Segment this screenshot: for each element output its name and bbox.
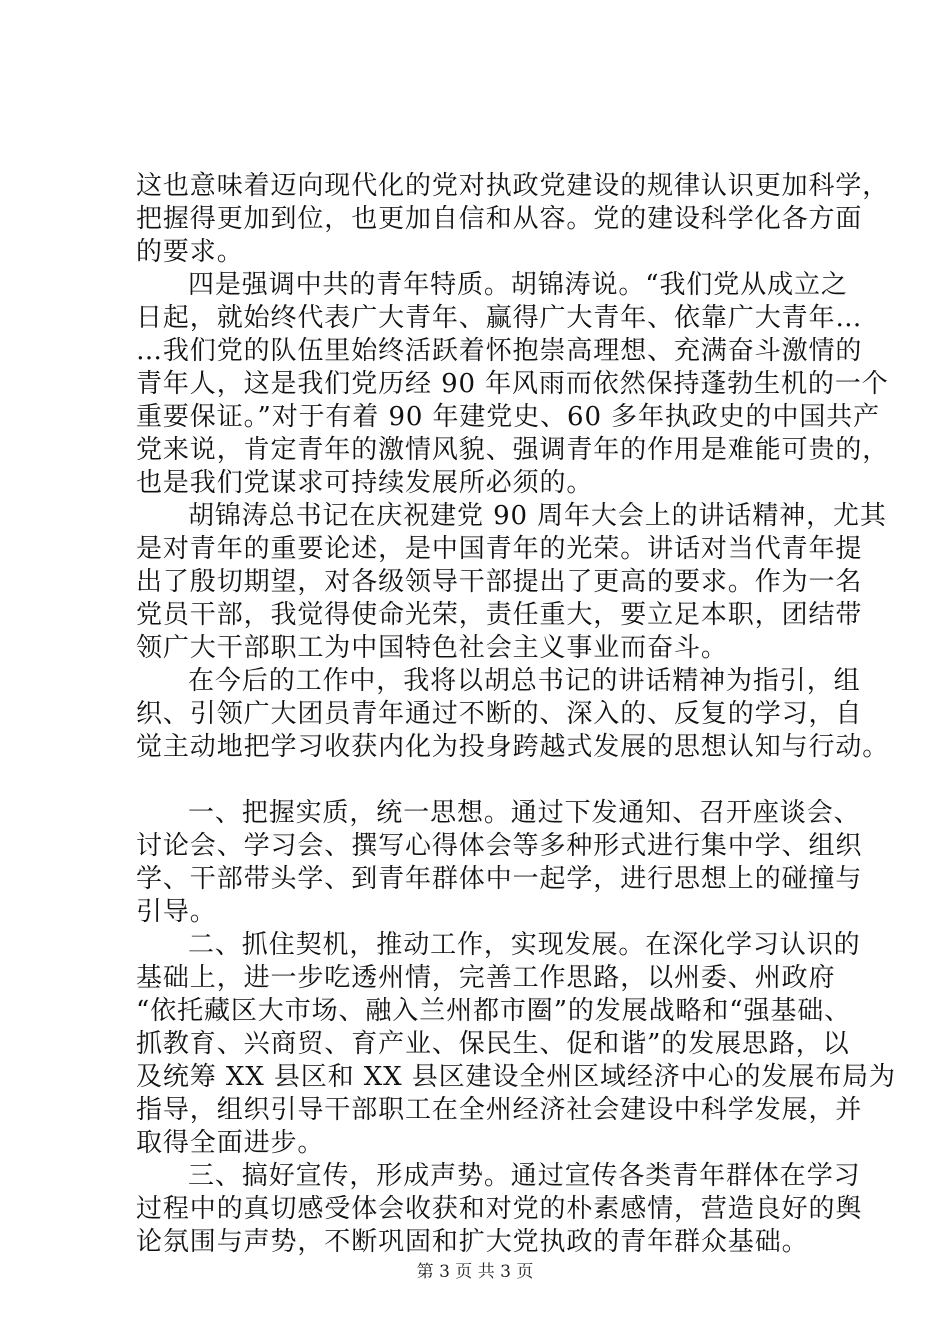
text-line: 胡锦涛总书记在庆祝建党 90 周年大会上的讲话精神，尤其 bbox=[188, 501, 887, 531]
text-line: 把握得更加到位，也更加自信和从容。党的建设科学化各方面 bbox=[136, 204, 863, 234]
text-line: 出了殷切期望，对各级领导干部提出了更高的要求。作为一名 bbox=[136, 567, 863, 597]
text-line: 在今后的工作中，我将以胡总书记的讲话精神为指引，组 bbox=[188, 666, 861, 696]
text-line: 的要求。 bbox=[136, 237, 244, 267]
text-line: 是对青年的重要论述，是中国青年的光荣。讲话对当代青年提 bbox=[136, 534, 863, 564]
paragraph bbox=[136, 929, 896, 1160]
text-line: 抓教育、兴商贸、育产业、保民生、促和谐”的发展思路，以 bbox=[136, 1029, 850, 1059]
page-indicator: 第 3 页 共 3 页 bbox=[416, 1262, 534, 1282]
text-line: 学、干部带头学、到青年群体中一起学，进行思想上的碰撞与 bbox=[136, 864, 863, 894]
text-line: 也是我们党谋求可持续发展所必须的。 bbox=[136, 468, 594, 498]
text-line: 二、抓住契机，推动工作，实现发展。在深化学习认识的 bbox=[188, 930, 861, 960]
text-line: 党来说，肯定青年的激情风貌、强调青年的作用是难能可贵的， bbox=[136, 435, 890, 465]
paragraph bbox=[136, 269, 890, 500]
paragraph bbox=[136, 1160, 863, 1259]
paragraph bbox=[136, 500, 887, 665]
text-line: 织、引领广大团员青年通过不断的、深入的、反复的学习，自 bbox=[136, 699, 863, 729]
text-line: “依托藏区大市场、融入兰州都市圈”的发展战略和“强基础、 bbox=[136, 996, 852, 1026]
page-footer bbox=[0, 1257, 950, 1282]
paragraph-spacer bbox=[136, 764, 836, 797]
text-line: 讨论会、学习会、撰写心得体会等多种形式进行集中学、组织 bbox=[136, 831, 863, 861]
paragraph bbox=[136, 665, 890, 764]
text-line: …我们党的队伍里始终活跃着怀抱崇高理想、充满奋斗激情的 bbox=[136, 336, 863, 366]
text-line: 重要保证。”对于有着 90 年建党史、60 多年执政史的中国共产 bbox=[136, 402, 881, 432]
text-line: 青年人，这是我们党历经 90 年风雨而依然保持蓬勃生机的一个 bbox=[136, 369, 889, 399]
text-line: 四是强调中共的青年特质。胡锦涛说。“我们党从成立之 bbox=[188, 270, 848, 300]
text-line: 论氛围与声势，不断巩固和扩大党执政的青年群众基础。 bbox=[136, 1227, 809, 1257]
text-line: 三、搞好宣传，形成声势。通过宣传各类青年群体在学习 bbox=[188, 1161, 861, 1191]
paragraph bbox=[136, 170, 890, 269]
text-line: 日起，就始终代表广大青年、赢得广大青年、依靠广大青年… bbox=[136, 303, 863, 333]
text-line: 领广大干部职工为中国特色社会主义事业而奋斗。 bbox=[136, 633, 728, 663]
text-line: 取得全面进步。 bbox=[136, 1128, 325, 1158]
text-line: 指导，组织引导干部职工在全州经济社会建设中科学发展，并 bbox=[136, 1095, 863, 1125]
document-body bbox=[136, 170, 896, 1259]
text-line: 引导。 bbox=[136, 897, 217, 927]
text-line: 党员干部，我觉得使命光荣，责任重大，要立足本职，团结带 bbox=[136, 600, 863, 630]
paragraph bbox=[136, 797, 863, 929]
text-line: 觉主动地把学习收获内化为投身跨越式发展的思想认知与行动。 bbox=[136, 732, 890, 762]
text-line: 过程中的真切感受体会收获和对党的朴素感情，营造良好的舆 bbox=[136, 1194, 863, 1224]
text-line: 一、把握实质，统一思想。通过下发通知、召开座谈会、 bbox=[188, 798, 861, 828]
text-line: 这也意味着迈向现代化的党对执政党建设的规律认识更加科学， bbox=[136, 171, 890, 201]
text-line: 及统筹 XX 县区和 XX 县区建设全州区域经济中心的发展布局为 bbox=[136, 1062, 896, 1092]
text-line: 基础上，进一步吃透州情，完善工作思路，以州委、州政府 bbox=[136, 963, 836, 993]
